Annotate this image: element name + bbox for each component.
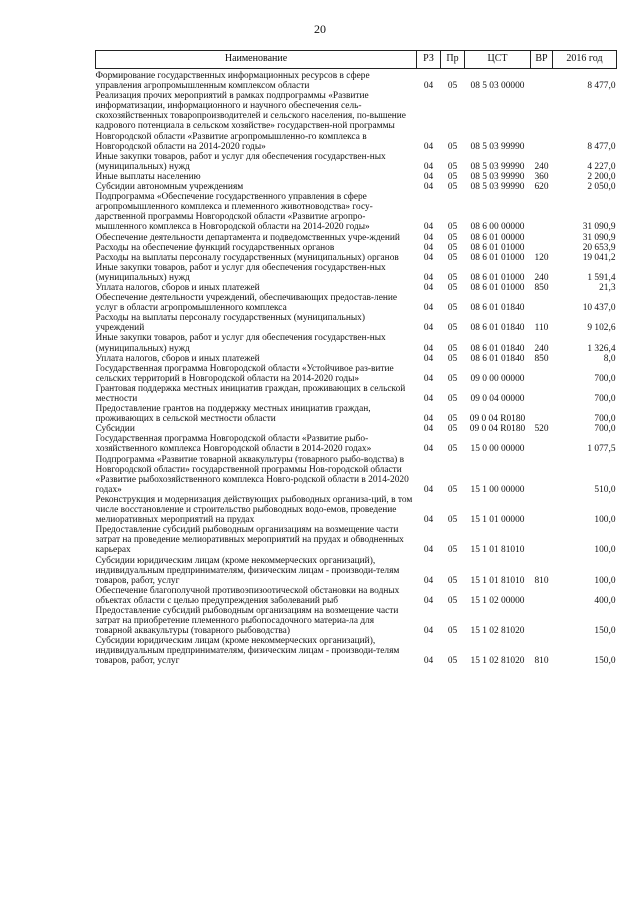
row-cst: 15 1 02 00000 [470,595,525,606]
row-rz: 04 [423,353,434,364]
row-cst: 08 5 03 99990 [470,141,525,152]
row-name: Расходы на выплаты персоналу государственных (муниципальных) органов [95,252,399,263]
row-pr: 05 [447,161,458,172]
row-pr: 05 [447,182,458,193]
row-pr: 05 [447,656,458,667]
row-cst: 15 0 00 00000 [470,444,525,455]
row-name: Субсидии [95,424,135,435]
row-name: Государственная программа Новгородской области «Развитие рыбо-хозяйственного комплекса Новгородской области в 2014-2020 годах» [95,434,372,455]
row-pr: 05 [447,343,458,354]
table-row [96,333,617,353]
row-pr: 05 [447,81,458,92]
row-vr [531,434,553,454]
row-amount: 2 200,0 [587,171,616,182]
row-amount: 100,0 [594,515,616,526]
col-header-pr: Пр [441,51,465,69]
row-cst: 15 1 02 81020 [470,626,525,637]
row-vr [531,586,553,606]
row-rz: 04 [423,252,434,263]
row-rz: 04 [423,161,434,172]
row-cst: 08 6 01 01000 [470,272,525,283]
row-amount: 31 090,9 [582,222,616,233]
row-vr: 240 [534,343,549,354]
row-cst: 09 0 04 R0180 [469,424,526,435]
table-row [96,192,617,232]
table-row [96,384,617,404]
table-row [96,91,617,152]
col-header-vr: ВР [531,51,553,69]
row-cst: 08 6 01 01000 [470,242,525,253]
row-rz: 04 [423,242,434,253]
table-row [96,424,617,434]
row-pr: 05 [447,303,458,314]
row-vr: 620 [534,182,549,193]
row-name: Обеспечение благополучной противоэпизоотической обстановки на водных объектах области с целью предупреждения заболеваний рыб [95,585,400,606]
col-header-name: Наименование [96,51,417,69]
table-row [96,495,617,525]
row-pr: 05 [447,141,458,152]
row-name: Реконструкция и модернизация действующих рыбоводных организа-ций, в том числе восстановление и строительство рыбоводных водо-емов, проведение мелиоративных мероприятий на прудах [95,494,413,526]
row-amount: 9 102,6 [587,323,616,334]
row-cst: 08 5 03 99990 [470,182,525,193]
row-name: Субсидии юридическим лицам (кроме некоммерческих организаций), индивидуальным предпринимателям, физическим лицам - производи-телям товаров, работ, услуг [95,636,400,667]
row-cst: 15 1 01 00000 [470,515,525,526]
row-amount: 100,0 [594,575,616,586]
row-cst: 15 1 01 81010 [470,545,525,556]
row-cst: 09 0 04 R0180 [469,414,526,425]
row-rz: 04 [423,575,434,586]
table-row [96,556,617,586]
row-cst: 15 1 00 00000 [470,484,525,495]
row-vr: 810 [534,575,549,586]
table-row [96,283,617,293]
row-name: Иные закупки товаров, работ и услуг для обеспечения государствен-ных (муниципальных) нужд [95,151,386,172]
col-header-year: 2016 год [553,51,617,69]
row-rz: 04 [423,656,434,667]
row-name: Иные закупки товаров, работ и услуг для обеспечения государствен-ных (муниципальных) нужд [95,262,386,283]
row-amount: 19 041,2 [582,252,616,263]
row-cst: 08 6 00 00000 [470,222,525,233]
table-row [96,233,617,243]
row-vr [531,364,553,384]
row-amount: 10 437,0 [582,303,616,314]
row-vr [531,293,553,313]
row-pr: 05 [447,252,458,263]
table-row [96,606,617,636]
table-row [96,263,617,283]
row-cst: 08 6 01 01840 [470,353,525,364]
table-row [96,364,617,384]
row-vr: 850 [534,353,549,364]
row-cst: 08 5 03 99990 [470,161,525,172]
row-pr: 05 [447,222,458,233]
row-rz: 04 [423,303,434,314]
row-amount: 700,0 [594,394,616,404]
table-row [96,586,617,606]
row-name: Расходы на выплаты персоналу государственных (муниципальных) учреждений [95,313,365,334]
row-name: Расходы на обеспечение функций государственных органов [95,242,335,253]
row-pr: 05 [447,242,458,253]
row-vr [531,243,553,253]
budget-table [95,50,617,667]
table-row [96,69,617,92]
row-name: Обеспечение деятельности учреждений, обеспечивающих предостав-ление услуг в области агропромышленного комплекса [95,293,398,314]
row-name: Уплата налогов, сборов и иных платежей [95,282,260,293]
row-pr: 05 [447,444,458,455]
page-number: 20 [314,22,326,36]
table-row [96,243,617,253]
row-pr: 05 [447,575,458,586]
row-pr: 05 [447,323,458,334]
row-vr: 120 [534,252,549,263]
row-amount: 700,0 [594,424,616,435]
row-rz: 04 [423,272,434,283]
row-rz: 04 [423,515,434,526]
row-amount: 31 090,9 [582,232,616,243]
row-cst: 08 6 01 00000 [470,232,525,243]
row-pr: 05 [447,414,458,425]
row-amount: 510,0 [594,484,616,495]
col-header-rz: РЗ [417,51,441,69]
row-cst: 15 1 02 81020 [470,656,525,667]
table-row [96,253,617,263]
row-cst: 09 0 00 00000 [470,373,525,384]
table-row [96,525,617,555]
row-rz: 04 [423,323,434,334]
table-row [96,293,617,313]
row-vr [531,495,553,525]
row-amount: 8,0 [603,353,616,364]
row-amount: 700,0 [594,373,616,384]
row-amount: 4 227,0 [587,161,616,172]
row-pr: 05 [447,272,458,283]
row-pr: 05 [447,394,458,404]
row-cst: 08 6 01 01000 [470,252,525,263]
table-row [96,404,617,424]
row-vr [531,233,553,243]
row-amount: 8 477,0 [587,81,616,92]
row-rz: 04 [423,484,434,495]
row-rz: 04 [423,141,434,152]
table-row [96,172,617,182]
row-amount: 1 591,4 [587,272,616,283]
row-vr [531,91,553,152]
row-rz: 04 [423,171,434,182]
row-vr [531,384,553,404]
table-row [96,354,617,364]
row-name: Реализация прочих мероприятий в рамках подпрограммы «Развитие информатизации, информационного и научного обеспечения сель-скохозяйственных товаропроизводителей и сельского населения, по-вышение кадрового потенциала в сельском хозяйстве» государствен-ной программы Новгородской области «Развитие агропромышленно-го комплекса в Новгородской области на 2014-2020 годы» [95,91,406,152]
row-pr: 05 [447,626,458,637]
row-vr [531,404,553,424]
row-vr [531,69,553,92]
row-rz: 04 [423,626,434,637]
row-amount: 150,0 [594,656,616,667]
row-pr: 05 [447,515,458,526]
row-cst: 09 0 04 00000 [470,394,525,404]
row-amount: 400,0 [594,595,616,606]
row-vr: 360 [534,171,549,182]
row-name: Предоставление грантов на поддержку местных инициатив граждан, проживающих в сельской местности области [95,404,371,425]
row-name: Обеспечение деятельности департамента и подведомственных учре-ждений [95,232,400,243]
row-name: Уплата налогов, сборов и иных платежей [95,353,260,364]
row-rz: 04 [423,373,434,384]
row-rz: 04 [423,282,434,293]
row-amount: 20 653,9 [582,242,616,253]
table-header-row [96,51,617,69]
row-amount: 150,0 [594,626,616,637]
row-pr: 05 [447,171,458,182]
row-rz: 04 [423,182,434,193]
row-cst: 08 5 03 99990 [470,171,525,182]
table-row [96,182,617,192]
row-name: Подпрограмма «Обеспечение государственного управления в сфере агропромышленного комплекса и племенного животноводства» госу-дарственной программы Новгородской области «Развитие агропро-мышленного комплекса в Новгородской области на 2014-2020 годы» [95,192,373,233]
row-vr [531,192,553,232]
row-amount: 2 050,0 [587,182,616,193]
row-vr: 520 [534,424,549,435]
row-pr: 05 [447,595,458,606]
row-vr: 240 [534,272,549,283]
row-rz: 04 [423,595,434,606]
row-cst: 08 6 01 01840 [470,343,525,354]
row-amount: 700,0 [594,414,616,425]
row-name: Предоставление субсидий рыбоводным организациям на возмещение части затрат на проведение мелиоративных мероприятий на прудах и обводненных карьерах [95,525,404,556]
row-pr: 05 [447,424,458,435]
row-name: Формирование государственных информационных ресурсов в сфере управления агропромышленным комплексом области [95,71,370,92]
row-pr: 05 [447,282,458,293]
row-name: Субсидии юридическим лицам (кроме некоммерческих организаций), индивидуальным предпринимателям, физическим лицам - производи-телям товаров, работ, услуг [95,555,400,586]
row-cst: 08 5 03 00000 [470,81,525,92]
table-row [96,455,617,495]
row-name: Иные выплаты населению [95,171,201,182]
row-amount: 8 477,0 [587,141,616,152]
row-rz: 04 [423,424,434,435]
row-name: Грантовая поддержка местных инициатив граждан, проживающих в сельской местности [95,383,406,404]
row-cst: 08 6 01 01840 [470,303,525,314]
row-rz: 04 [423,414,434,425]
table-row [96,313,617,333]
row-pr: 05 [447,545,458,556]
row-name: Подпрограмма «Развитие товарной аквакультуры (товарного рыбо-водства) в Новгородской области» государственной программы Нов-городской области «Развитие рыбохозяйственного комплекса Новго-родской области в 2014-2020 годах» [95,454,409,495]
row-rz: 04 [423,81,434,92]
table-row [96,434,617,454]
row-vr: 850 [534,282,549,293]
table-row [96,152,617,172]
row-rz: 04 [423,444,434,455]
row-vr [531,455,553,495]
table-row [96,636,617,666]
row-cst: 15 1 01 81010 [470,575,525,586]
row-vr: 110 [534,323,549,334]
row-vr: 810 [534,656,549,667]
row-vr: 240 [534,161,549,172]
row-amount: 100,0 [594,545,616,556]
row-rz: 04 [423,222,434,233]
row-pr: 05 [447,353,458,364]
row-pr: 05 [447,484,458,495]
row-amount: 1 077,5 [587,444,616,455]
row-pr: 05 [447,232,458,243]
row-name: Иные закупки товаров, работ и услуг для обеспечения государствен-ных (муниципальных) нужд [95,333,386,354]
row-name: Субсидии автономным учреждениям [95,182,244,193]
row-pr: 05 [447,373,458,384]
row-rz: 04 [423,343,434,354]
row-vr [531,606,553,636]
row-rz: 04 [423,545,434,556]
col-header-cst: ЦСТ [465,51,531,69]
row-vr [531,525,553,555]
row-cst: 08 6 01 01840 [470,323,525,334]
row-cst: 08 6 01 01000 [470,282,525,293]
row-name: Государственная программа Новгородской области «Устойчивое раз-витие сельских территорий в Новгородской области на 2014-2020 годы» [95,363,394,384]
row-rz: 04 [423,394,434,404]
row-amount: 21,3 [599,282,616,293]
row-amount: 1 326,4 [587,343,616,354]
row-rz: 04 [423,232,434,243]
row-name: Предоставление субсидий рыбоводным организациям на возмещение части затрат на приобретение племенного рыбопосадочного материа-ла для товарной аквакультуры (товарного рыбоводства) [95,605,399,637]
